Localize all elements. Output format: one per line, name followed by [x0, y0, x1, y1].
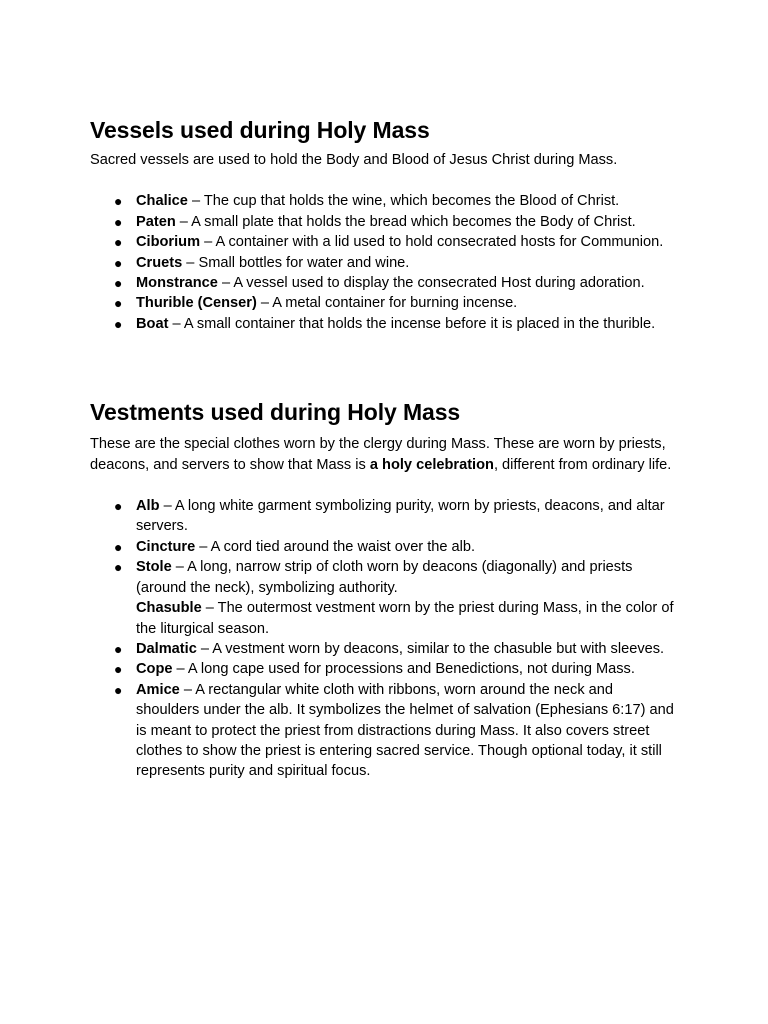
- item-desc: – A small plate that holds the bread which becomes the Body of Christ.: [175, 213, 636, 230]
- item-term: Amice: [136, 681, 180, 698]
- sub-entry-chasuble: [136, 598, 680, 639]
- bullet-icon: ●: [114, 538, 123, 555]
- bullet-icon: ●: [114, 661, 123, 678]
- list-item: [90, 273, 680, 293]
- item-term: Cincture: [136, 538, 196, 555]
- item-desc: – A long, narrow strip of cloth worn by deacons (diagonally) and priests (around the neck), symbolizing authority.: [136, 559, 633, 596]
- vestments-intro-part2: , different from ordinary life.: [493, 456, 672, 473]
- bullet-icon: ●: [114, 254, 123, 271]
- bullet-icon: ●: [114, 640, 123, 657]
- list-item: [90, 639, 680, 659]
- bullet-icon: ●: [114, 295, 123, 312]
- list-item: [90, 293, 680, 313]
- bullet-icon: ●: [114, 559, 123, 576]
- item-term: Boat: [136, 315, 169, 332]
- item-term: Ciborium: [136, 234, 201, 251]
- item-desc: – Small bottles for water and wine.: [182, 254, 410, 271]
- list-item: [90, 232, 680, 252]
- list-item: [90, 557, 680, 639]
- list-item: [90, 496, 680, 537]
- list-item: [90, 253, 680, 273]
- item-term: Chasuble: [136, 600, 202, 617]
- list-item: [90, 191, 680, 211]
- item-desc: – A metal container for burning incense.: [256, 295, 518, 312]
- list-item: [90, 537, 680, 557]
- list-item: [90, 212, 680, 232]
- bullet-icon: ●: [114, 498, 123, 515]
- item-desc: – The cup that holds the wine, which becomes the Blood of Christ.: [187, 193, 620, 210]
- item-desc: – The outermost vestment worn by the priest during Mass, in the color of the liturgical season.: [136, 600, 674, 637]
- vestments-intro-bold: a holy celebration: [369, 456, 494, 473]
- vessels-list: [90, 191, 680, 334]
- vestments-section: [90, 398, 680, 782]
- item-term: Paten: [136, 213, 176, 230]
- item-term: Monstrance: [136, 275, 218, 292]
- vestments-heading: Vestments used during Holy Mass: [90, 399, 461, 426]
- item-desc: – A vessel used to display the consecrated Host during adoration.: [217, 275, 645, 292]
- vessels-section: [90, 116, 680, 334]
- bullet-icon: ●: [114, 234, 123, 251]
- item-term: Stole: [136, 559, 172, 576]
- bullet-icon: ●: [114, 315, 123, 332]
- item-desc: – A rectangular white cloth with ribbons, worn around the neck and shoulders under the alb. It symbolizes the helmet of salvation (Ephesians 6:17) and is meant to protect the priest from distractions during Mass. It also covers street clothes to show the priest is entering sacred service. Though optional today, it still represents purity and spiritual focus.: [136, 681, 674, 780]
- item-term: Cruets: [136, 254, 183, 271]
- item-desc: – A long white garment symbolizing purity, worn by priests, deacons, and altar servers.: [136, 498, 665, 535]
- item-desc: – A container with a lid used to hold consecrated hosts for Communion.: [200, 234, 664, 251]
- item-desc: – A small container that holds the incense before it is placed in the thurible.: [168, 315, 656, 332]
- bullet-icon: ●: [114, 275, 123, 292]
- vessels-heading: Vessels used during Holy Mass: [90, 117, 430, 143]
- list-item: [90, 680, 680, 782]
- vestments-intro-part1: These are the special clothes worn by the clergy during Mass. These are worn by priests, deacons, and servers to show that Mass is: [90, 436, 666, 473]
- vessels-intro: Sacred vessels are used to hold the Body and Blood of Jesus Christ during Mass.: [90, 152, 618, 168]
- item-term: Thurible (Censer): [136, 295, 257, 312]
- item-term: Cope: [136, 661, 173, 678]
- vestments-intro: [90, 434, 680, 475]
- bullet-icon: ●: [114, 193, 123, 210]
- vestments-list: [90, 496, 680, 782]
- item-desc: – A cord tied around the waist over the alb.: [195, 538, 476, 555]
- item-term: Chalice: [136, 193, 188, 210]
- bullet-icon: ●: [114, 681, 123, 698]
- item-term: Alb: [136, 498, 160, 515]
- list-item: [90, 314, 680, 334]
- item-term: Dalmatic: [136, 640, 197, 657]
- item-desc: – A long cape used for processions and Benedictions, not during Mass.: [172, 661, 635, 678]
- item-desc: – A vestment worn by deacons, similar to the chasuble but with sleeves.: [196, 640, 665, 657]
- list-item: [90, 659, 680, 679]
- bullet-icon: ●: [114, 213, 123, 230]
